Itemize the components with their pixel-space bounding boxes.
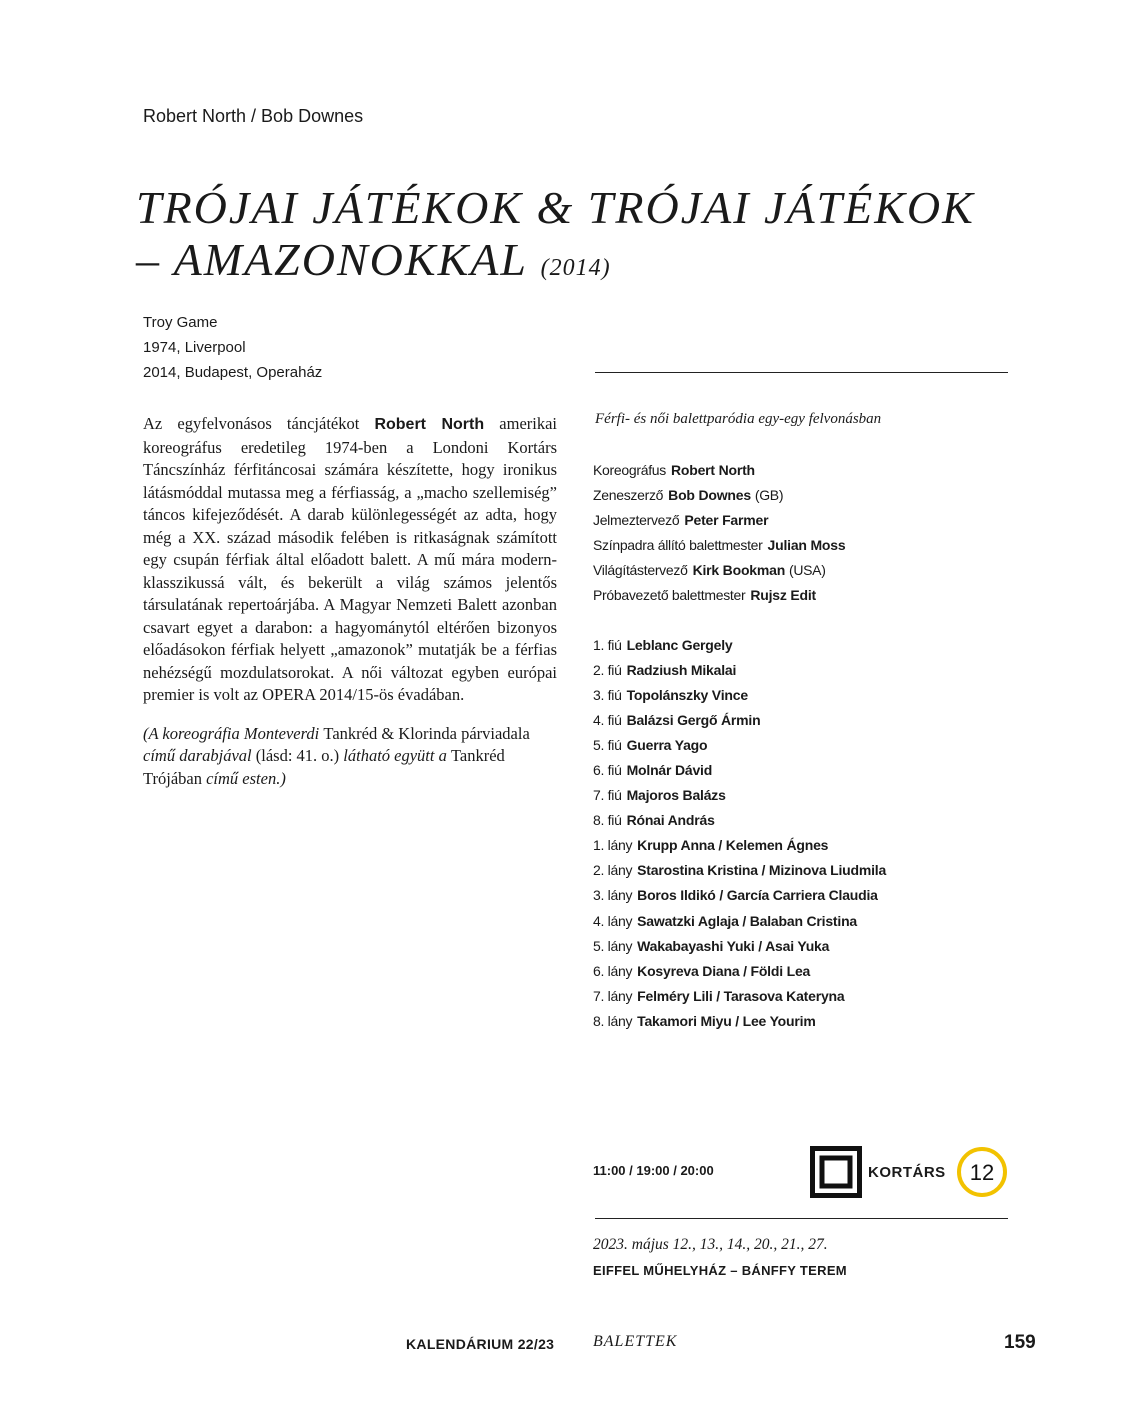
cast-role: 4. lány	[593, 912, 633, 929]
note-part: (A koreográfia Monteverdi	[143, 723, 324, 743]
cast-row	[593, 833, 886, 858]
age-rating-badge	[956, 1146, 1008, 1198]
credit-row	[593, 483, 845, 508]
cast-row	[593, 909, 886, 934]
credit-row	[593, 558, 845, 583]
original-title: Troy Game	[143, 314, 218, 331]
credit-name: Rujsz Edit	[750, 587, 817, 603]
credit-role: Színpadra állító balettmester	[593, 537, 763, 553]
cast-row	[593, 1009, 886, 1034]
cast-role: 6. lány	[593, 962, 633, 979]
cast-row	[593, 733, 886, 758]
cast-role: 1. lány	[593, 837, 633, 854]
cast-name: Molnár Dávid	[626, 762, 713, 779]
cast-list	[593, 633, 886, 1034]
cast-row	[593, 883, 886, 908]
page-title	[136, 182, 1036, 294]
credit-role: Világítástervező	[593, 562, 688, 578]
credit-role: Koreográfus	[593, 462, 666, 478]
cast-name: Boros Ildikó / García Carriera Claudia	[637, 887, 878, 904]
divider-top	[595, 372, 1008, 373]
credit-name: Bob Downes	[668, 487, 751, 503]
cast-role: 3. lány	[593, 887, 633, 904]
cast-role: 7. lány	[593, 987, 633, 1004]
credit-name: Robert North	[670, 462, 755, 478]
cast-name: Krupp Anna / Kelemen Ágnes	[637, 837, 829, 854]
cast-name: Sawatzki Aglaja / Balaban Cristina	[637, 912, 858, 929]
cast-name: Wakabayashi Yuki / Asai Yuka	[637, 937, 830, 954]
credit-extra: (GB)	[754, 487, 784, 503]
credit-row	[593, 533, 845, 558]
title-year: (2014)	[540, 255, 611, 281]
cast-role: 2. lány	[593, 862, 633, 879]
credit-row	[593, 458, 845, 483]
cast-row	[593, 633, 886, 658]
premiere-original: 1974, Liverpool	[143, 339, 246, 356]
divider-bottom	[595, 1218, 1008, 1219]
title-line-1: TRÓJAI JÁTÉKOK & TRÓJAI JÁTÉKOK	[136, 182, 975, 233]
credit-row	[593, 583, 845, 608]
cast-role: 5. fiú	[593, 737, 622, 754]
cast-role: 8. lány	[593, 1012, 633, 1029]
cast-row	[593, 708, 886, 733]
title-line-2: – AMAZONOKKAL	[136, 234, 528, 285]
credit-name: Peter Farmer	[684, 512, 769, 528]
cast-name: Balázsi Gergő Ármin	[626, 712, 761, 729]
cast-role: 3. fiú	[593, 687, 622, 704]
cast-row	[593, 783, 886, 808]
description-paragraph	[143, 413, 557, 707]
kortars-square-icon	[810, 1146, 862, 1198]
description	[143, 413, 557, 790]
cast-name: Topolánszky Vince	[626, 687, 748, 704]
cast-role: 6. fiú	[593, 762, 622, 779]
cast-name: Felméry Lili / Tarasova Kateryna	[637, 987, 845, 1004]
cast-name: Rónai András	[626, 812, 715, 829]
cast-role: 7. fiú	[593, 787, 622, 804]
cast-name: Starostina Kristina / Mizinova Liudmila	[637, 862, 887, 879]
performance-times: 11:00 / 19:00 / 20:00	[593, 1163, 714, 1178]
note-work-title: Tankréd & Klorinda párviadala	[323, 723, 530, 743]
cast-name: Guerra Yago	[626, 737, 708, 754]
subtitle: Férfi- és női balettparódia egy-egy felvonásban	[595, 411, 882, 427]
cast-name: Radziush Mikalai	[626, 662, 737, 679]
description-text-cont: amerikai koreográfus eredetileg 1974-ben a Londoni Kortárs Táncszínház férfitáncosai számára készítette, hogy ironikus látásmóddal mutassa meg a férfiasság, a „macho szellemiség” táncos kifejeződését. A darab különlegességét az adta, hogy még a XX. század második felében is ritkaságnak számított egy csupán férfiak által előadott balett. A mű mára modern-klasszikussá vált, és bekerült a világ számos jelentős társulatának repertoárjába. A Magyar Nemzeti Balett azonban csavart egyet a darabon: a hagyománytól eltérően bizonyos előadásokon férfiak helyett „amazonok” mutatják be a férfias nehézségű mozdulatsorokat. A női változat egyben európai premier is volt az OPERA 2014/15-ös évadában.	[143, 414, 558, 704]
footer-publication: KALENDÁRIUM 22/23	[406, 1336, 555, 1352]
cast-role: 1. fiú	[593, 637, 622, 653]
footer-section: BALETTEK	[593, 1333, 678, 1350]
credit-extra: (USA)	[788, 562, 826, 578]
cast-role: 5. lány	[593, 937, 633, 954]
page-number: 159	[1004, 1332, 1036, 1353]
choreographer-name: Robert North	[374, 416, 485, 433]
cast-name: Takamori Miyu / Lee Yourim	[637, 1012, 816, 1029]
cast-name: Leblanc Gergely	[626, 637, 733, 653]
credit-name: Kirk Bookman	[692, 562, 786, 578]
credit-name: Julian Moss	[767, 537, 846, 553]
note-part: című esten.)	[201, 768, 286, 788]
cast-row	[593, 984, 886, 1009]
note-event-title: Tankréd Trójában	[143, 746, 505, 788]
age-rating-text: 12	[969, 1160, 995, 1185]
venue: EIFFEL MŰHELYHÁZ – BÁNFFY TEREM	[593, 1263, 847, 1278]
cast-role: 4. fiú	[593, 712, 622, 729]
description-text: Az egyfelvonásos táncjátékot	[143, 414, 375, 433]
cast-name: Majoros Balázs	[626, 787, 726, 804]
note-part: látható együtt a	[339, 746, 451, 765]
cast-row	[593, 934, 886, 959]
cast-role: 8. fiú	[593, 812, 622, 829]
credit-role: Zeneszerző	[593, 487, 664, 503]
credit-role: Próbavezető balettmester	[593, 587, 746, 603]
credit-role: Jelmeztervező	[593, 512, 680, 528]
cast-row	[593, 758, 886, 783]
production-meta	[143, 310, 322, 385]
cast-row	[593, 658, 886, 683]
performance-dates: 2023. május 12., 13., 14., 20., 21., 27.	[593, 1236, 828, 1253]
cast-name: Kosyreva Diana / Földi Lea	[637, 962, 811, 979]
authors: Robert North / Bob Downes	[143, 106, 364, 126]
note-part: című darabjával	[143, 746, 256, 765]
cast-row	[593, 959, 886, 984]
credit-row	[593, 508, 845, 533]
cast-row	[593, 683, 886, 708]
cast-row	[593, 858, 886, 883]
description-note	[143, 723, 557, 791]
premiere-budapest: 2014, Budapest, Operaház	[143, 364, 323, 381]
note-page-ref: (lásd: 41. o.)	[255, 746, 340, 765]
cast-row	[593, 808, 886, 833]
category-label: KORTÁRS	[868, 1164, 946, 1181]
cast-role: 2. fiú	[593, 662, 622, 679]
credits-list	[593, 458, 845, 608]
